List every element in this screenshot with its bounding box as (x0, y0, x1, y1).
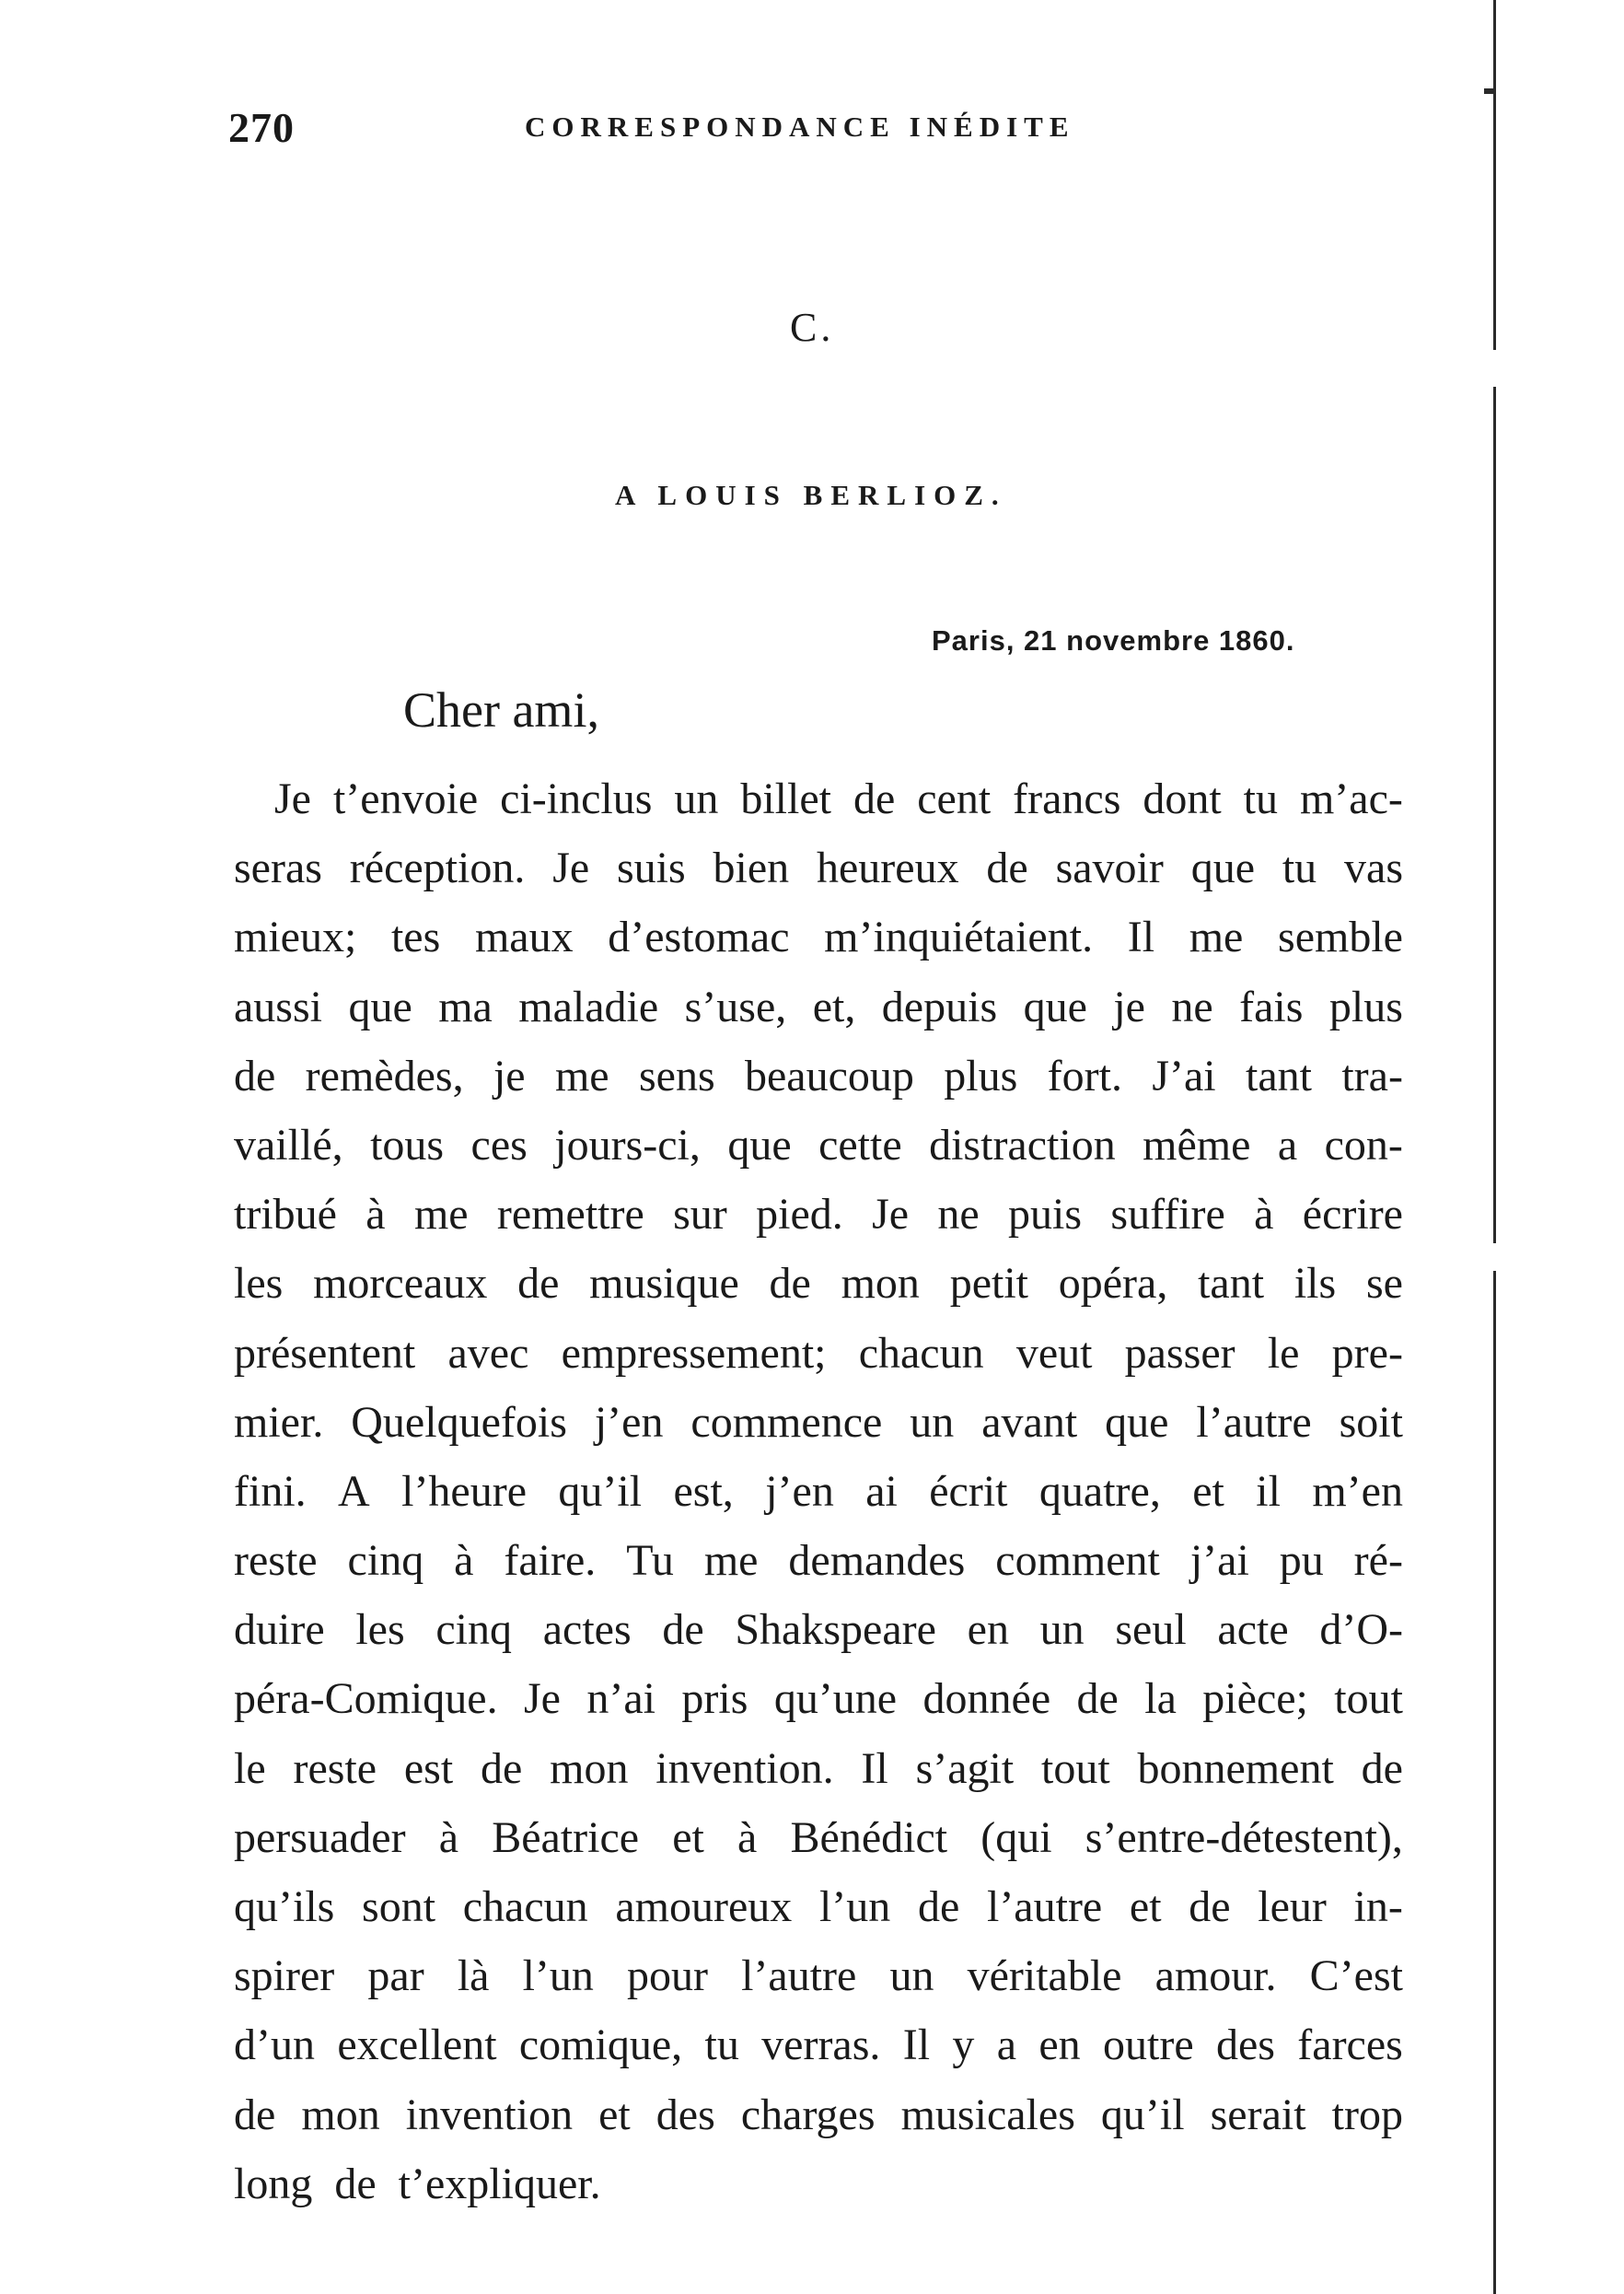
body-line: spirer par là l’un pour l’autre un véritable amour. C’est (234, 1951, 1403, 2001)
page-edge-rule (1493, 387, 1496, 1243)
body-line: tribué à me remettre sur pied. Je ne puis suffire à écrire (234, 1190, 1403, 1240)
body-line: mieux; tes maux d’estomac m’inquiétaient. Il me semble (234, 913, 1403, 962)
body-line: d’un excellent comique, tu verras. Il y a en outre des farces (234, 2020, 1403, 2070)
letter-number: C. (790, 305, 835, 350)
body-line: les morceaux de musique de mon petit opéra, tant ils se (234, 1259, 1403, 1309)
running-title: CORRESPONDANCE INÉDITE (525, 111, 1075, 143)
body-line: seras réception. Je suis bien heureux de savoir que tu vas (234, 844, 1403, 893)
body-line: de remèdes, je me sens beaucoup plus fort. J’ai tant tra- (234, 1051, 1403, 1100)
body-line: duire les cinq actes de Shakspeare en un seul acte d’O- (234, 1605, 1403, 1655)
page-edge-rule (1493, 0, 1496, 350)
letter-salutation: Cher ami, (403, 682, 599, 738)
page-number: 270 (228, 104, 295, 151)
body-line: de mon invention et des charges musicales qu’il serait trop (234, 2090, 1403, 2139)
body-line: reste cinq à faire. Tu me demandes comment j’ai pu ré- (234, 1536, 1403, 1586)
body-line: aussi que ma maladie s’use, et, depuis que je ne fais plus (234, 982, 1403, 1031)
running-head (228, 103, 1149, 158)
letter-dateline: Paris, 21 novembre 1860. (932, 624, 1295, 657)
page-edge-rule (1493, 1271, 1496, 2294)
body-line: mier. Quelquefois j’en commence un avant que l’autre soit (234, 1397, 1403, 1447)
letter-addressee: A LOUIS BERLIOZ. (615, 479, 1007, 511)
body-line: Je t’envoie ci-inclus un billet de cent francs dont tu m’ac- (274, 774, 1403, 823)
body-line: long de t’expliquer. (234, 2159, 601, 2208)
body-line: fini. A l’heure qu’il est, j’en ai écrit quatre, et il m’en (234, 1466, 1403, 1516)
letter-body (234, 764, 1403, 2218)
body-line: persuader à Béatrice et à Bénédict (qui s’entre-détestent), (234, 1812, 1403, 1862)
body-line: présentent avec empressement; chacun veut passer le pre- (234, 1328, 1403, 1378)
body-line: le reste est de mon invention. Il s’agit tout bonnement de (234, 1743, 1403, 1793)
body-line: péra-Comique. Je n’ai pris qu’une donnée de la pièce; tout (234, 1674, 1403, 1724)
body-line: vaillé, tous ces jours-ci, que cette distraction même a con- (234, 1120, 1403, 1170)
page-edge-tick (1484, 88, 1495, 94)
body-line: qu’ils sont chacun amoureux l’un de l’autre et de leur in- (234, 1882, 1403, 1931)
